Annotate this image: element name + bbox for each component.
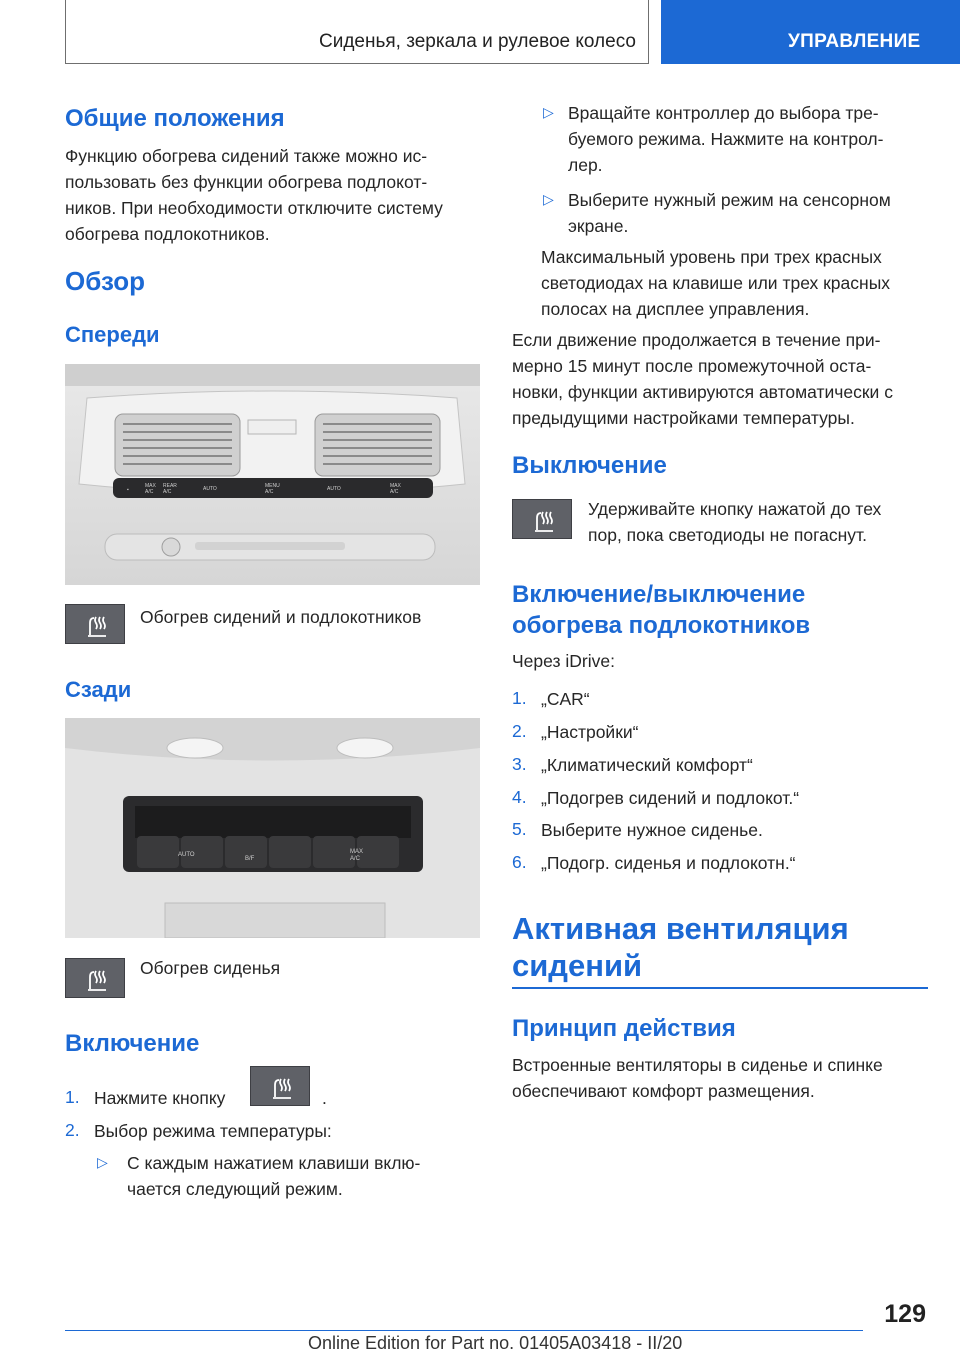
front-key-label-6: MAX [390,483,401,489]
seat-heating-icon [512,499,572,539]
front-key-label-2: REAR [163,483,177,489]
rear-key-sublabel-max: A/C [350,856,361,862]
sub2-line-1: Вращайте контроллер до выбора тре‐ [568,103,879,123]
front-key-sublabel-4: A/C [265,489,274,495]
on-step-1-number: 1. [65,1087,80,1107]
bullet-triangle-icon: ▷ [543,191,554,207]
page-number: 129 [884,1300,926,1328]
max-line-3: полосах на дисплее управления. [541,299,810,319]
footer-edition: Online Edition for Part no. 01405A03418 - II/20 [308,1333,683,1353]
on-step-1-text: Нажмите кнопку [94,1088,226,1108]
auto-line-4: предыдущими настройками температуры. [512,408,855,428]
armrest-step-2-text: „Настройки“ [541,722,639,742]
sub2-line-3: лер. [568,155,603,175]
section-rule [512,987,928,989]
front-key-sublabel-2: A/C [163,489,172,495]
principle-title: Принцип действия [512,1015,736,1042]
front-key-sublabel-1: A/C [145,489,154,495]
sub1-line-2: чается следующий режим. [127,1179,343,1199]
off-line-1: Удерживайте кнопку нажатой до тех [588,499,882,519]
armrest-step-5-text: Выберите нужное сиденье. [541,820,763,840]
footer-rule [65,1330,863,1331]
front-console-photo [65,364,480,585]
on-step-1-end: . [322,1088,327,1108]
auto-line-3: новки, функции активируются автоматически с [512,382,893,402]
general-line-4: обогрева подлокотников. [65,224,270,244]
header-chapter-title: УПРАВЛЕНИЕ [788,31,921,52]
vent-title-line-2: сидений [512,948,643,983]
via-idrive: Через iDrive: [512,651,615,671]
front-caption: Обогрев сидений и подлокотников [140,607,422,627]
rear-title: Сзади [65,677,132,702]
front-key-sublabel-6: A/C [390,489,399,495]
on-title: Включение [65,1030,200,1057]
general-line-1: Функцию обогрева сидений также можно ис‐ [65,146,428,166]
armrest-step-3-text: „Климатический комфорт“ [541,755,753,775]
armrest-step-4-text: „Подогрев сидений и подлокот.“ [541,788,800,808]
sub3-line-2: экране. [568,216,629,236]
front-title: Спереди [65,322,160,347]
armrest-title-line-1: Включение/выключение [512,581,806,608]
rear-key-label-max: MAX [350,849,364,855]
front-key-label-1: MAX [145,483,156,489]
svg-text:▪: ▪ [127,487,129,493]
armrest-step-5-number: 5. [512,819,527,839]
on-step-2-text: Выбор режима температуры: [94,1121,332,1141]
rear-key-label-bf: B/F [245,856,255,862]
header-section-title: Сиденья, зеркала и рулевое колесо [319,31,636,52]
general-line-3: ников. При необходимости отключите систему [65,198,443,218]
rear-key-label-auto: AUTO [178,852,195,858]
overview-title: Обзор [65,266,145,296]
on-step-2-number: 2. [65,1120,80,1140]
auto-line-1: Если движение продолжается в течение при‐ [512,330,881,350]
armrest-step-3-number: 3. [512,754,527,774]
vent-title-line-1: Активная вентиляция [512,911,849,946]
rear-console-photo [65,718,480,938]
principle-line-2: обеспечивают комфорт размещения. [512,1081,815,1101]
general-title: Общие положения [65,105,285,132]
armrest-step-4-number: 4. [512,787,527,807]
armrest-step-6-number: 6. [512,852,527,872]
armrest-title-line-2: обогрева подлокотников [512,612,811,639]
off-line-2: пор, пока светодиоды не погаснут. [588,525,867,545]
header-section-box [65,0,649,64]
armrest-step-6-text: „Подогр. сиденья и подлокотн.“ [541,853,796,873]
sub3-line-1: Выберите нужный режим на сенсорном [568,190,891,210]
seat-heating-icon [250,1066,310,1106]
armrest-step-2-number: 2. [512,721,527,741]
header-chapter-box [661,0,960,64]
sub2-line-2: буемого режима. Нажмите на контрол‐ [568,129,884,149]
auto-line-2: мерно 15 минут после промежуточной оста‐ [512,356,872,376]
front-key-label-3: AUTO [203,486,217,492]
max-line-2: светодиодах на клавише или трех красных [541,273,891,293]
off-title: Выключение [512,452,667,479]
front-key-label-5: AUTO [327,486,341,492]
bullet-triangle-icon: ▷ [97,1154,108,1170]
sub1-line-1: С каждым нажатием клавиши вклю‐ [127,1153,421,1173]
front-key-label-4: MENU [265,483,280,489]
armrest-step-1-number: 1. [512,688,527,708]
rear-caption: Обогрев сиденья [140,958,281,978]
seat-heating-icon [65,604,125,644]
general-line-2: пользовать без функции обогрева подлокот‐ [65,172,428,192]
max-line-1: Максимальный уровень при трех красных [541,247,882,267]
bullet-triangle-icon: ▷ [543,104,554,120]
principle-line-1: Встроенные вентиляторы в сиденье и спинке [512,1055,883,1075]
seat-heating-icon [65,958,125,998]
armrest-step-1-text: „CAR“ [541,689,590,709]
